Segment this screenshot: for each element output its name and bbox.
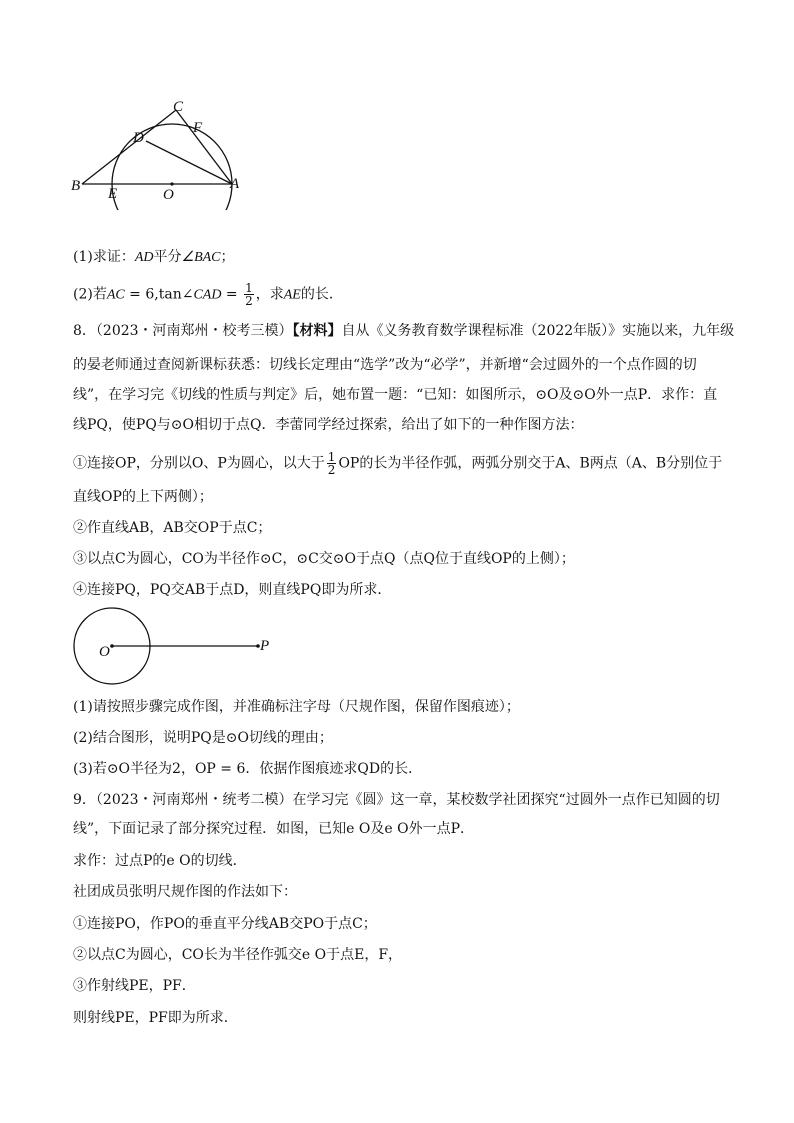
q8-sub1: (1)请按照步骤完成作图，并准确标注字母（尺规作图，保留作图痕迹）；	[73, 699, 520, 715]
q8-step2: ②作直线AB，AB交OP于点C；	[73, 520, 272, 536]
line-ca	[176, 110, 232, 184]
q8-fraction	[327, 451, 337, 476]
q8-material-tag: 【材料】	[292, 323, 342, 339]
q7-fraction-num: 1	[245, 281, 253, 295]
line-bc	[82, 110, 176, 184]
q7-part2-mid: ，求	[255, 286, 284, 303]
q8-step1a-post: OP的长为半径作弧，两弧分别交于A、B两点（A、B分别位于	[338, 455, 723, 472]
q7-part1-angle: ∠BAC	[181, 250, 221, 265]
q8-step1b: 直线OP的上下两侧）；	[73, 489, 213, 505]
label-d: D	[133, 130, 144, 146]
q7-part2-expr3: AE	[283, 287, 301, 303]
q8-heading: 8．（2023・河南郑州・校考三模）	[73, 323, 293, 339]
q9-line3: 求作：过点P的e O的切线．	[73, 853, 247, 869]
point-o	[110, 644, 114, 648]
q9-step3: ③作射线PE，PF．	[73, 978, 196, 994]
label-o2: O	[99, 644, 110, 660]
q8-line3: 线”，在学习完《切线的性质与判定》后，她布置一题：“已知：如图所示，⊙O及⊙O外一点P．求作：直	[73, 387, 718, 403]
q7-fraction	[244, 282, 254, 307]
figure-circle-triangle	[60, 95, 260, 210]
q7-part1-prefix: (1)求证：	[73, 249, 135, 265]
q9-step1: ①连接PO，作PO的垂直平分线AB交PO于点C；	[73, 916, 377, 932]
q9-line1: 9．（2023・河南郑州・统考二模）在学习完《圆》这一章，某校数学社团探究“过圆外一点作已知圆的切	[73, 792, 720, 808]
label-p: P	[260, 638, 270, 654]
q7-part1-mid: 平分	[153, 249, 182, 265]
figure-circle-point	[70, 606, 290, 688]
q7-part2-expr1: AC	[106, 287, 125, 303]
q7-part2-eq2: =	[221, 286, 243, 303]
q9-line2: 线”，下面记录了部分探究过程．如图，已知e O及e O外一点P．	[73, 821, 475, 837]
label-e: E	[108, 186, 118, 202]
q7-part2-eq: = 6,tan∠	[124, 286, 194, 303]
q7-fraction-den: 2	[245, 294, 253, 308]
q8-fraction-num: 1	[327, 450, 336, 464]
q8-sub3: (3)若⊙O半径为2，OP = 6．依据作图痕迹求QD的长．	[73, 761, 423, 777]
q8-fraction-den: 2	[327, 463, 336, 477]
label-b: B	[71, 178, 81, 194]
q7-part2-prefix: (2)若	[73, 286, 107, 303]
q8-step3: ③以点C为圆心，CO为半径作⊙C，⊙C交⊙O于点Q（点Q位于直线OP的上侧）；	[73, 551, 575, 567]
q8-line4: 线PQ，使PQ与⊙O相切于点Q．李蕾同学经过探索，给出了如下的一种作图方法：	[73, 417, 584, 433]
q7-part2	[73, 282, 343, 307]
q8-sub2: (2)结合图形，说明PQ是⊙O切线的理由；	[73, 730, 333, 746]
label-c: C	[173, 99, 184, 115]
q8-line1-rest: 自从《义务教育数学课程标准（2022年版）》实施以来，九年级	[341, 323, 735, 339]
q7-part2-end: 的长．	[300, 286, 343, 303]
label-a: A	[230, 176, 240, 192]
q7-part1-expr: AD	[134, 250, 154, 265]
q7-part1-end: ；	[220, 249, 235, 265]
q7-part2-expr2: CAD	[193, 287, 222, 303]
label-o: O	[163, 187, 174, 203]
q8-line2: 的晏老师通过查阅新课标获悉：切线长定理由“选学”改为“必学”，并新增“会过圆外的一个点作圆的切	[73, 357, 697, 373]
q9-line4: 社团成员张明尺规作图的作法如下：	[73, 884, 297, 900]
q8-line1	[73, 321, 734, 341]
q9-step2: ②以点C为圆心，CO长为半径作弧交e O于点E，F，	[73, 947, 403, 963]
q8-step1a	[73, 451, 722, 476]
q8-step1a-pre: ①连接OP，分别以O、P为圆心，以大于	[73, 455, 325, 472]
q7-part1	[73, 247, 235, 268]
label-f: F	[193, 120, 203, 136]
q9-line-end: 则射线PE，PF即为所求．	[73, 1010, 238, 1026]
q8-step4: ④连接PQ，PQ交AB于点D，则直线PQ即为所求．	[73, 582, 392, 598]
center-dot	[170, 182, 173, 185]
